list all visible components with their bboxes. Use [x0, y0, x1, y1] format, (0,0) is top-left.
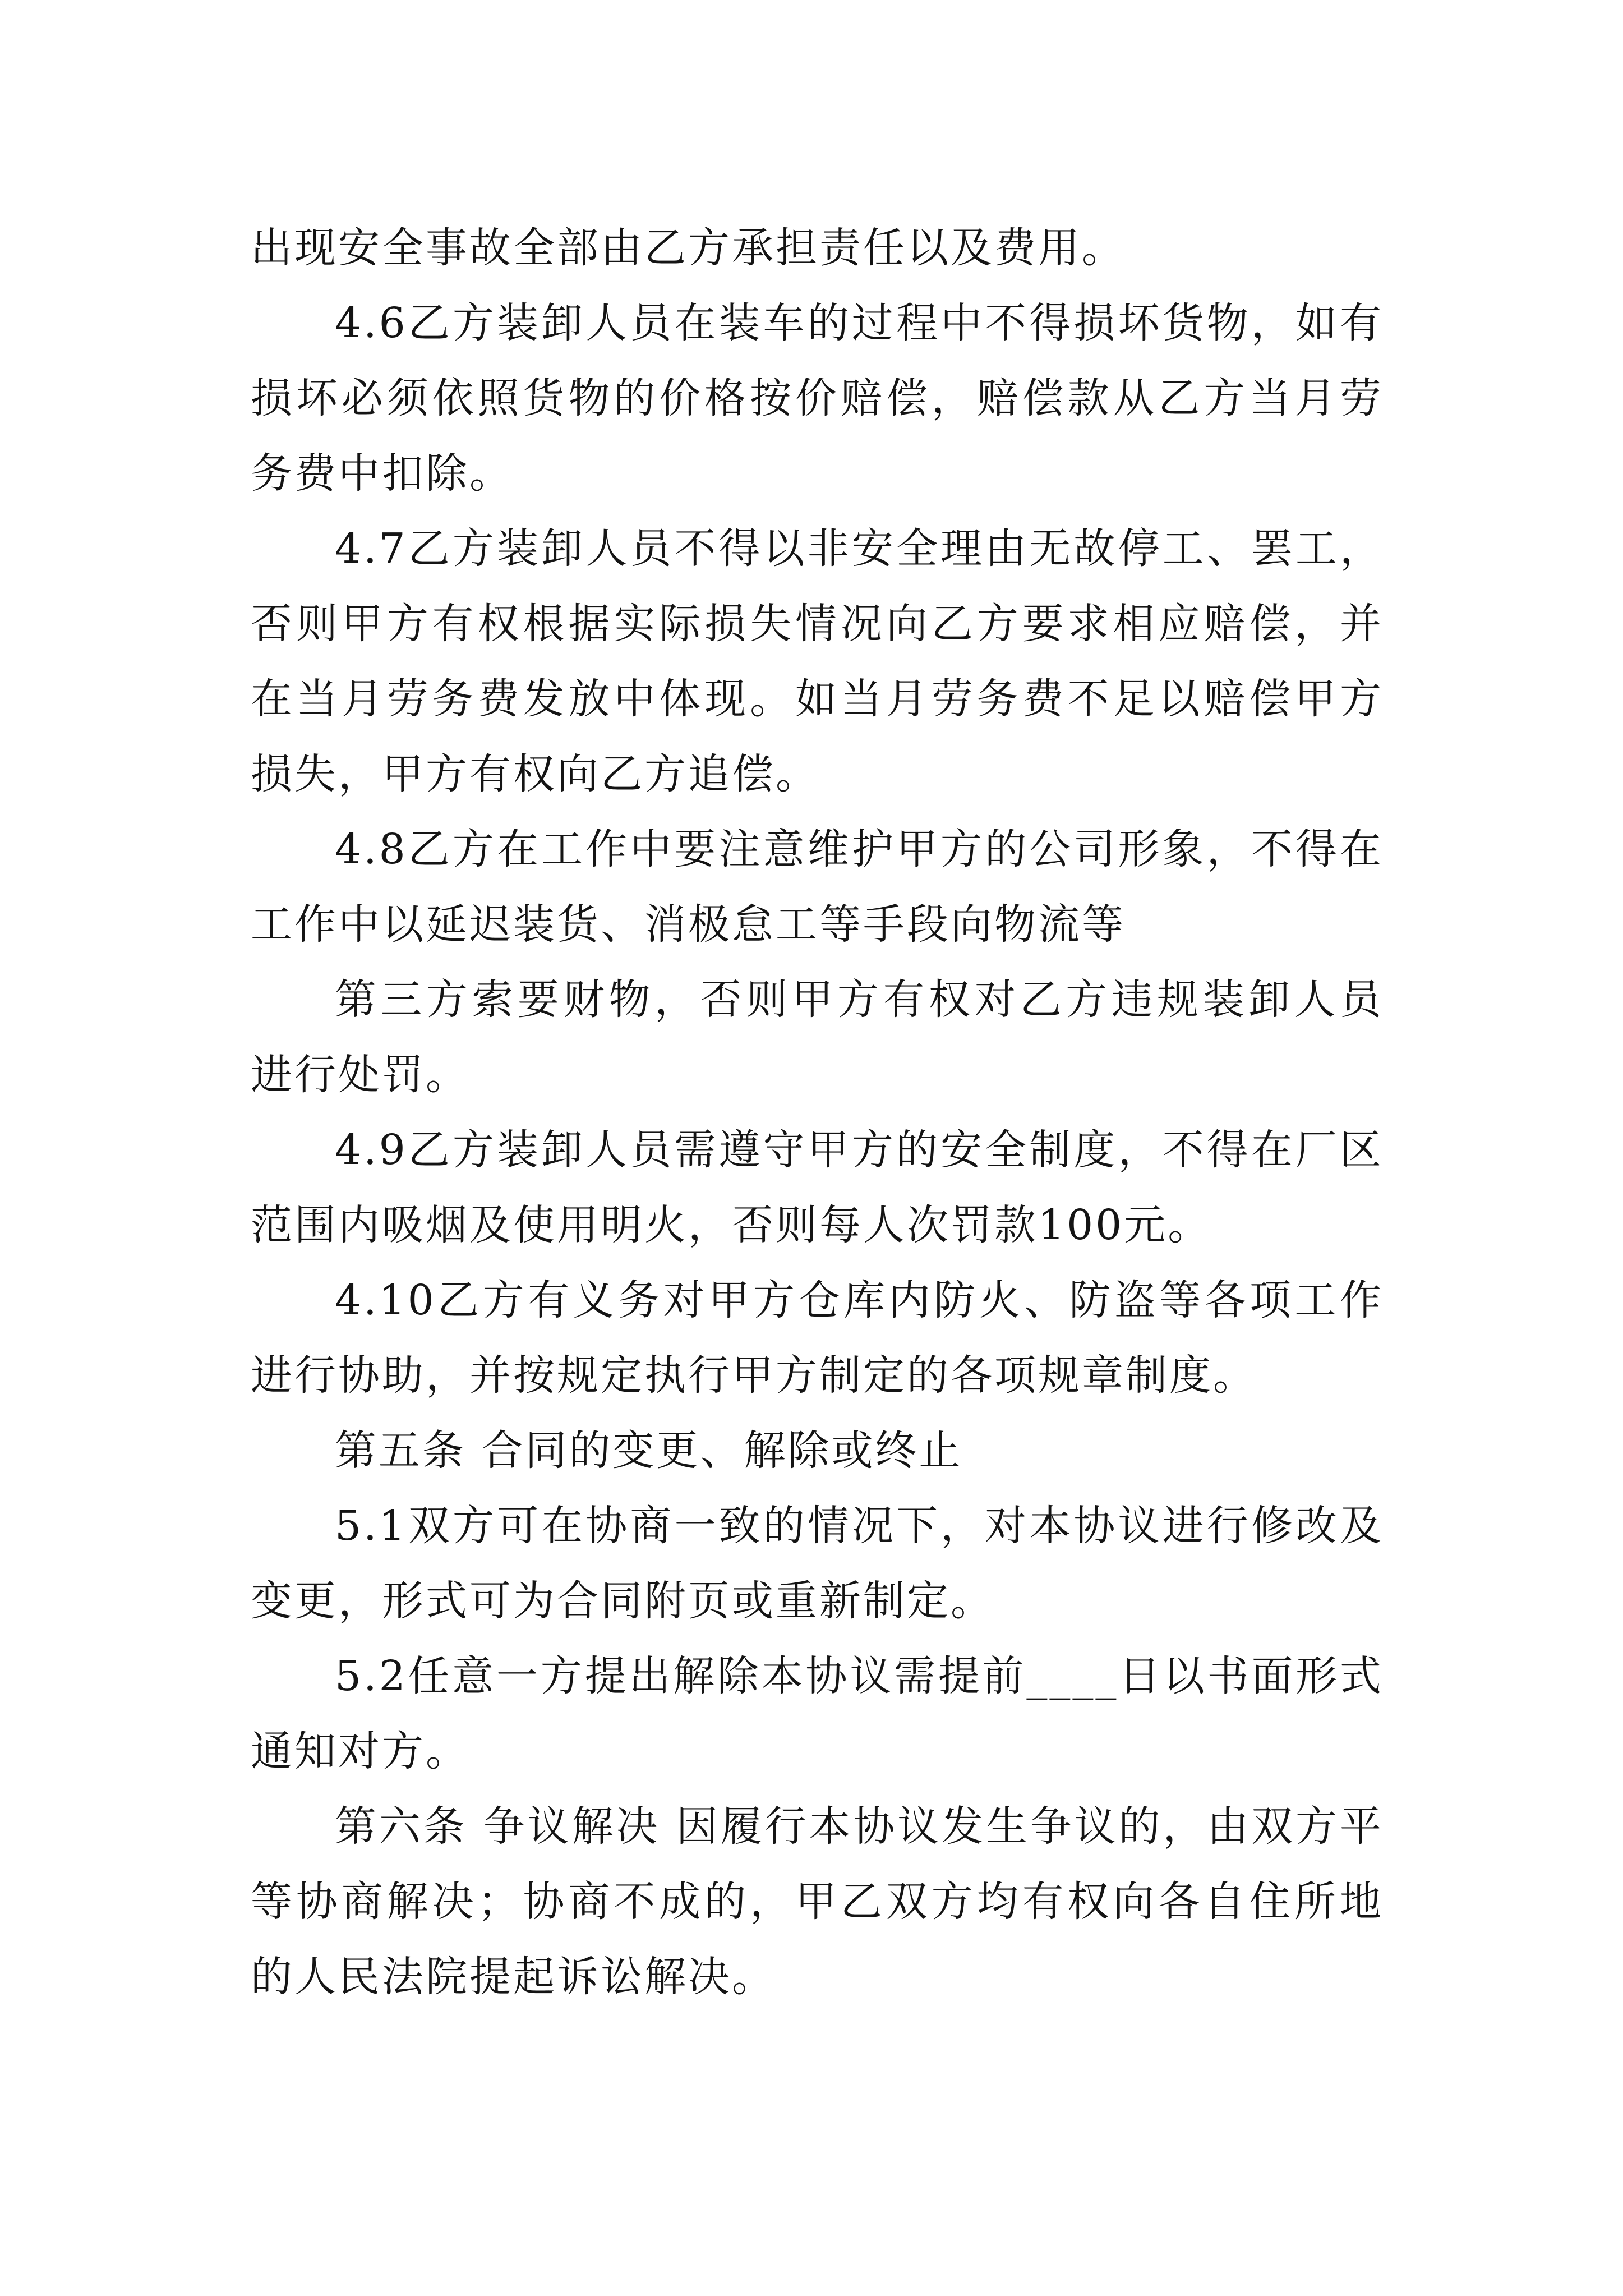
clause-4-7: 4.7乙方装卸人员不得以非安全理由无故停工、罢工，否则甲方有权根据实际损失情况向乙方要求相应赔偿，并在当月劳务费发放中体现。如当月劳务费不足以赔偿甲方损失，甲方有权向乙方追偿。 [251, 524, 1384, 798]
clause-4-9: 4.9乙方装卸人员需遵守甲方的安全制度，不得在厂区范围内吸烟及使用明火，否则每人次罚款100元。 [251, 1126, 1384, 1249]
clause-4-8-continued: 第三方索要财物，否则甲方有权对乙方违规装卸人员进行处罚。 [251, 976, 1384, 1099]
clause-4-6: 4.6乙方装卸人员在装车的过程中不得损坏货物，如有损坏必须依照货物的价格按价赔偿，赔偿款从乙方当月劳务费中扣除。 [251, 299, 1384, 498]
article-6-dispute-resolution: 第六条 争议解决 因履行本协议发生争议的，由双方平等协商解决；协商不成的，甲乙双方均有权向各自住所地的人民法院提起诉讼解决。 [251, 1802, 1384, 2001]
clause-4-8: 4.8乙方在工作中要注意维护甲方的公司形象，不得在工作中以延迟装货、消极怠工等手段向物流等 [251, 825, 1384, 949]
clause-5-2: 5.2任意一方提出解除本协议需提前____日以书面形式通知对方。 [251, 1652, 1384, 1775]
document-body [251, 210, 1384, 2014]
paragraph-continuation: 出现安全事故全部由乙方承担责任以及费用。 [251, 224, 1126, 272]
clause-5-1: 5.1双方可在协商一致的情况下，对本协议进行修改及变更，形式可为合同附页或重新制定。 [251, 1502, 1384, 1625]
article-5-heading: 第五条 合同的变更、解除或终止 [335, 1427, 963, 1475]
clause-4-10: 4.10乙方有义务对甲方仓库内防火、防盗等各项工作进行协助，并按规定执行甲方制定的各项规章制度。 [251, 1276, 1384, 1400]
